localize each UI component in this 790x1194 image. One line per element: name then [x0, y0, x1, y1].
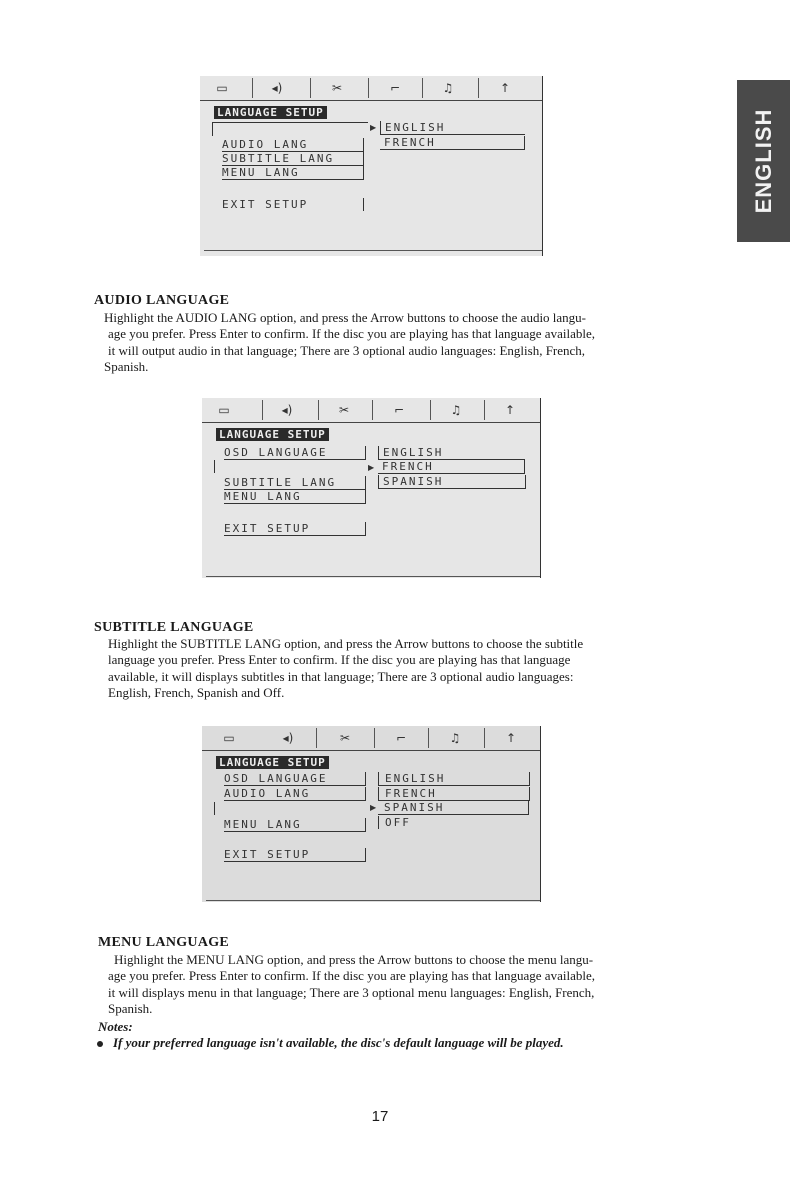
- option-english[interactable]: ENGLISH: [380, 121, 525, 135]
- text-line: age you prefer. Press Enter to confirm. If the disc you are playing has that language available,: [108, 968, 595, 984]
- language-tab-label: ENGLISH: [750, 108, 776, 214]
- notes-label: Notes:: [98, 1019, 133, 1034]
- display-icon: ⌐: [374, 728, 427, 748]
- tools-icon: ✂: [318, 400, 369, 420]
- para-subtitle-language: [108, 636, 728, 701]
- heading-audio-language: AUDIO LANGUAGE: [94, 293, 230, 308]
- option-spanish[interactable]: SPANISH: [378, 475, 526, 489]
- pointer-icon: ↑: [478, 78, 531, 98]
- text-line: Highlight the AUDIO LANG option, and press the Arrow buttons to choose the audio langu-: [104, 310, 587, 325]
- note-text: If your preferred language isn't available, the disc's default language will be played.: [113, 1035, 564, 1050]
- monitor-icon: ▭: [216, 81, 228, 95]
- monitor-icon: ▭: [223, 731, 235, 745]
- osd-screen-audio: [200, 76, 543, 256]
- text-line: it will output audio in that language; There are 3 optional audio languages: English, French,: [108, 342, 586, 358]
- speaker-icon: ◂): [282, 731, 294, 745]
- menu-item-osd-language[interactable]: OSD LANGUAGE: [224, 772, 366, 786]
- audio-icon: ♫: [422, 78, 473, 98]
- osd-title: LANGUAGE SETUP: [214, 106, 327, 119]
- option-french[interactable]: FRENCH: [380, 136, 525, 150]
- option-spanish[interactable]: SPANISH: [378, 801, 529, 815]
- para-menu-language: [108, 952, 728, 1017]
- menu-item-subtitle-lang[interactable]: SUBTITLE LANG: [224, 476, 366, 490]
- text-line: Highlight the SUBTITLE LANG option, and press the Arrow buttons to choose the subtitle: [108, 636, 584, 651]
- heading-subtitle-language: SUBTITLE LANGUAGE: [94, 620, 254, 635]
- text-line: Highlight the MENU LANG option, and press the Arrow buttons to choose the menu langu-: [114, 952, 594, 967]
- pointer-icon: ↑: [484, 400, 535, 420]
- osd-icon-bar: [202, 726, 540, 751]
- exit-setup-button[interactable]: EXIT SETUP: [224, 522, 366, 536]
- page-number: 17: [371, 1108, 389, 1125]
- selection-arrow-icon: ▶: [370, 803, 377, 812]
- note-item: [97, 1035, 564, 1051]
- osd-bottom-line: [206, 576, 540, 577]
- tools-icon: ✂: [316, 728, 373, 748]
- audio-icon: ♫: [430, 400, 481, 420]
- text-line: age you prefer. Press Enter to confirm. If the disc you are playing has that language available,: [108, 326, 595, 342]
- menu-item-audio-lang[interactable]: AUDIO LANG: [222, 138, 364, 152]
- monitor-icon: ▭: [218, 403, 230, 417]
- menu-item-menu-lang[interactable]: MENU LANG: [224, 818, 366, 832]
- selection-arrow-icon: ▶: [368, 463, 375, 472]
- speaker-icon: ◂): [252, 78, 301, 98]
- osd-title: LANGUAGE SETUP: [216, 756, 329, 769]
- exit-setup-button[interactable]: EXIT SETUP: [222, 198, 364, 211]
- menu-item-menu-lang[interactable]: MENU LANG: [224, 490, 366, 504]
- option-french[interactable]: FRENCH: [378, 460, 525, 474]
- language-tab: [737, 80, 790, 242]
- text-line: it will displays menu in that language; There are 3 optional menu languages: English, French,: [108, 984, 595, 1000]
- menu-item-osd-language[interactable]: OSD LANGUAGE: [224, 446, 366, 460]
- osd-icon-bar: [202, 398, 540, 423]
- text-line: English, French, Spanish and Off.: [108, 684, 285, 700]
- text-line: Spanish.: [104, 358, 149, 374]
- menu-item-audio-lang[interactable]: AUDIO LANG: [224, 787, 366, 801]
- osd-title: LANGUAGE SETUP: [216, 428, 329, 441]
- text-line: language you prefer. Press Enter to confirm. If the disc you are playing has that language: [108, 652, 571, 668]
- osd-bottom-line: [206, 900, 540, 901]
- option-english[interactable]: ENGLISH: [378, 446, 525, 460]
- text-line: Spanish.: [108, 1000, 153, 1016]
- text-line: available, it will displays subtitles in that language; There are 3 optional audio languages:: [108, 668, 574, 684]
- audio-icon: ♫: [428, 728, 481, 748]
- para-audio-language: [104, 310, 724, 375]
- option-french[interactable]: FRENCH: [378, 787, 530, 801]
- osd-icon-bar: [200, 76, 542, 101]
- option-off[interactable]: OFF: [378, 816, 425, 829]
- tools-icon: ✂: [310, 78, 363, 98]
- selected-item-slot: [214, 460, 370, 473]
- exit-setup-button[interactable]: EXIT SETUP: [224, 848, 366, 862]
- display-icon: ⌐: [372, 400, 425, 420]
- heading-menu-language: MENU LANGUAGE: [98, 935, 230, 950]
- menu-item-subtitle-lang[interactable]: SUBTITLE LANG: [222, 152, 364, 166]
- selected-item-slot: [212, 122, 368, 136]
- osd-screen-menu: [202, 726, 541, 902]
- pointer-icon: ↑: [484, 728, 537, 748]
- menu-item-menu-lang[interactable]: MENU LANG: [222, 166, 364, 180]
- display-icon: ⌐: [368, 78, 421, 98]
- speaker-icon: ◂): [262, 400, 311, 420]
- selection-arrow-icon: ▶: [370, 123, 377, 132]
- option-english[interactable]: ENGLISH: [378, 772, 530, 786]
- selected-item-slot: [214, 802, 370, 815]
- osd-bottom-line: [204, 250, 542, 251]
- bullet-icon: [97, 1041, 103, 1047]
- osd-screen-subtitle: [202, 398, 541, 578]
